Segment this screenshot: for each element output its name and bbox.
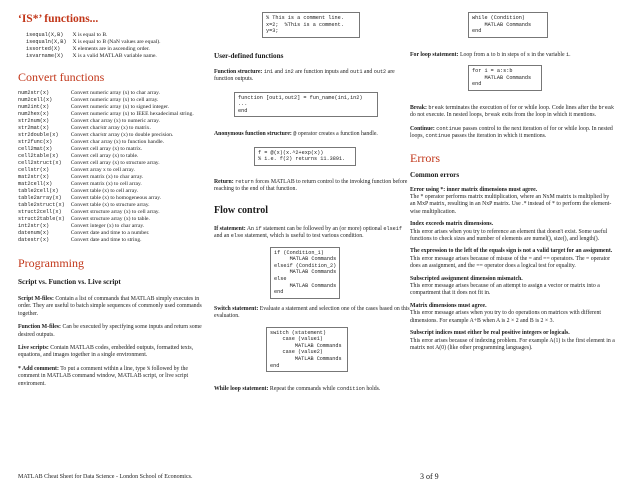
is-function-row-description: X is a valid MATLAB variable name.: [72, 53, 157, 59]
is-function-row: [26, 39, 161, 46]
continue-label: Continue:: [410, 125, 435, 132]
break-text-b: do not execute. In nested loops,: [410, 112, 484, 119]
convert-function-row-description: Convert cell array (x) to table.: [70, 153, 139, 159]
convert-function-row-function: str2func(x): [18, 139, 53, 145]
function-mfiles-text: Can be executed by specifying some inputs and return some desired outputs.: [18, 324, 202, 338]
error-4-title: Subscripted assignment dimension mismatch.: [410, 275, 523, 282]
while-statement-paragraph: [214, 386, 410, 393]
convert-function-row-description: Convert integer (x) to char array.: [70, 223, 145, 229]
convert-function-row-description: Convert date and time to string.: [70, 237, 142, 243]
error-1-title: Error using *: inner matrix dimensions must agree.: [410, 186, 538, 193]
comment-code-box: % This is a comment line. x=2; %This is a comment. y=3;: [262, 12, 360, 38]
convert-function-row-description: Convert matrix (x) to cell array.: [70, 181, 142, 187]
else-code: else: [230, 233, 244, 240]
error-block-5: [410, 303, 616, 325]
convert-function-row-function: datestr(x): [18, 237, 50, 243]
convert-function-row: [18, 174, 194, 181]
convert-function-row-function: struct2table(x): [18, 216, 65, 222]
convert-function-row-function: mat2cell(x): [18, 181, 53, 187]
convert-function-row-description: Convert cell array (x) to structure array.: [70, 160, 160, 166]
if-text-c: and an: [214, 233, 230, 240]
error-block-4: [410, 276, 616, 298]
convert-functions-table: [18, 90, 194, 244]
anonymous-function-label: Anonymous function structure:: [214, 131, 292, 138]
return-text: forces MATLAB to return control to the invoking function before reaching to the end of that function.: [214, 178, 408, 193]
is-function-row: [26, 53, 161, 60]
is-functions-table: [26, 32, 161, 60]
error-4-text: This error message arises because of an attempt to assign a vector or matrix into a compartment that it does not fit in.: [410, 283, 600, 297]
live-scripts-text: Contain MATLAB codes, embedded outputs, formatted texts, equations, and images together in a single environment.: [18, 345, 194, 359]
convert-function-row: [18, 216, 194, 223]
convert-function-row: [18, 118, 194, 125]
convert-function-row: [18, 139, 194, 146]
error-5-title: Matrix dimensions must agree.: [410, 302, 487, 309]
convert-function-row: [18, 132, 194, 139]
convert-function-row: [18, 209, 194, 216]
error-1-text: The * operator performs matrix multiplication, where an NxM matrix is multiplied by an MxP matrix, resulting in an NxP matrix. Use .* instead of * to perform the element-wise multiplication.: [410, 194, 612, 215]
convert-function-row: [18, 125, 194, 132]
convert-function-row: [18, 90, 194, 97]
convert-function-row-function: cell2struct(x): [18, 160, 62, 166]
convert-function-row-description: Convert char array (x) to function handle.: [70, 139, 165, 145]
is-function-row-function: isequaln(X,B): [26, 39, 67, 45]
in2-code: in2: [284, 68, 294, 75]
if-code-box: if (Condition_1) MATLAB Commands elseif (Condition_2) MATLAB Commands else MATLAB Commands end: [270, 247, 340, 299]
break-code: break: [428, 104, 444, 111]
convert-function-row-description: Convert char/str array (x) to matrix.: [70, 125, 151, 131]
convert-function-row-description: Convert date and time to a number.: [70, 230, 150, 236]
column-1: [18, 10, 210, 388]
if-text-a: An: [246, 225, 254, 232]
error-2-text: This error arises when you try to reference an element that doesn't exist. Some useful functions to check sizes and number of elements are numel(), size(), and length().: [410, 228, 608, 243]
break-text-a: terminates the execution of for or while loop. Code lines after the: [445, 104, 598, 111]
page-number: 3 of 9: [420, 472, 439, 481]
in1-code: in1: [263, 68, 274, 75]
add-comment-label: * Add comment:: [18, 365, 59, 372]
script-mfiles-label: Script M-files:: [18, 296, 54, 302]
and-text-1: and: [274, 68, 283, 75]
while-statement-text-b: holds.: [366, 386, 381, 393]
for-text-a: Loop from: [459, 51, 485, 58]
common-errors-subheading: Common errors: [410, 170, 460, 179]
error-3-text: This error message arises because of misuse of the = and == operators. The = operator does an assignment, and the == operator does a logical test for equality.: [410, 255, 611, 270]
live-scripts-paragraph: [18, 345, 210, 360]
user-defined-functions-heading: User-defined functions: [214, 51, 284, 60]
script-vs-function-subheading: Script vs. Function vs. Live script: [18, 278, 121, 286]
convert-function-row: [18, 111, 194, 118]
convert-function-row: [18, 237, 194, 244]
function-structure-label: Function structure:: [214, 68, 263, 75]
if-statement-paragraph: [214, 226, 410, 241]
anonymous-function-text: operator creates a function handle.: [297, 131, 378, 138]
condition-code: condition: [336, 386, 365, 393]
convert-function-row-description: Convert numeric array (x) to IEEE hexadecimal string.: [70, 111, 194, 117]
while-code-box: while (Condition) MATLAB Commands end: [468, 12, 548, 38]
elseif-code: elseif: [383, 225, 403, 232]
convert-function-row: [18, 223, 194, 230]
flow-control-heading: Flow control: [214, 204, 268, 216]
convert-function-row-function: mat2str(x): [18, 174, 50, 180]
for-s-code: s: [526, 51, 530, 58]
column-2: [214, 10, 410, 394]
switch-code-box: switch (statement) case (value1) MATLAB Commands case (value2) MATLAB Commands end: [266, 327, 348, 373]
error-3-title: The expression to the left of the equals sign is not a valid target for an assignment.: [410, 248, 613, 255]
convert-function-row-function: cellstr(x): [18, 167, 50, 173]
convert-function-row-function: cell2mat(x): [18, 146, 53, 152]
convert-function-row-function: datenum(x): [18, 230, 50, 236]
for-b-code: b: [496, 51, 501, 58]
return-paragraph: [214, 179, 410, 194]
anonymous-function-code-box: f = @(x)(x.^2+exp(x)) % i.e. f(2) returns 11.3891.: [254, 147, 356, 166]
return-code: return: [235, 178, 254, 185]
footer-caption: MATLAB Cheat Sheet for Data Science - London School of Economics.: [18, 474, 193, 480]
convert-function-row-description: Convert structure array (x) to table.: [70, 216, 150, 222]
convert-function-row-description: Convert matrix (x) to char array.: [70, 174, 144, 180]
convert-function-row: [18, 97, 194, 104]
convert-function-row: [18, 104, 194, 111]
for-a-code: a: [486, 51, 490, 58]
script-mfiles-text: Contain a list of commands that MATLAB simply executes in order. They are useful to batch simple sequences of commonly used commands together.: [18, 296, 202, 317]
convert-function-row-function: num2cell(x): [18, 97, 53, 103]
break-text-c: exits from the loop in which it mentions.: [501, 112, 597, 119]
continue-code: continue: [436, 125, 462, 132]
convert-function-row-function: cell2table(x): [18, 153, 59, 159]
convert-functions-heading: Convert functions: [18, 70, 105, 84]
fn-outputs-text: are function outputs.: [214, 68, 395, 83]
is-function-row: [26, 32, 161, 39]
function-code-box: function [out1,out2] = fun_name(in1,in2) ... end: [234, 92, 378, 118]
convert-function-row-description: Convert numeric array (x) to char array.: [70, 90, 160, 96]
is-function-row-function: issorted(X): [26, 46, 61, 52]
is-function-row-function: isequal(X,B): [26, 32, 64, 38]
if-statement-label: If statement:: [214, 225, 246, 232]
convert-function-row-function: num2int(x): [18, 104, 50, 110]
is-functions-heading: ‘IS*’ functions...: [18, 13, 99, 25]
error-block-3: [410, 248, 616, 270]
convert-function-row: [18, 153, 194, 160]
is-function-row: [26, 46, 161, 53]
for-text-b: to: [490, 51, 496, 58]
convert-function-row-function: num2str(x): [18, 90, 50, 96]
convert-function-row: [18, 202, 194, 209]
continue-code-2: continue: [425, 133, 451, 140]
for-loop-paragraph: For loop statement: Loop from a to b in steps of s in the variable i.: [410, 51, 571, 58]
is-function-row-description: X is equal to B.: [72, 32, 108, 38]
function-structure-paragraph: [214, 69, 410, 84]
continue-text-b: passes the iteration in which it mentions.: [451, 133, 547, 140]
convert-function-row: [18, 160, 194, 167]
convert-function-row: [18, 195, 194, 202]
live-scripts-label: Live scripts:: [18, 345, 49, 352]
convert-function-row-description: Convert cell array (x) to matrix.: [70, 146, 143, 152]
convert-function-row: [18, 167, 194, 174]
continue-paragraph: [410, 126, 616, 141]
convert-function-row-function: int2str(x): [18, 223, 50, 229]
convert-function-row-description: Convert numeric array (x) to signed integer.: [70, 104, 170, 110]
convert-function-row: [18, 188, 194, 195]
error-6-title: Subscript indices must either be real positive integers or logicals.: [410, 330, 570, 337]
column-3: [410, 10, 616, 352]
error-2-title: Index exceeds matrix dimensions.: [410, 221, 494, 228]
convert-function-row-function: num2hex(x): [18, 111, 50, 117]
convert-function-row-function: struct2cell(x): [18, 209, 62, 215]
switch-statement-label: Switch statement:: [214, 305, 259, 312]
at-operator-code: @: [293, 131, 297, 138]
is-function-row-description: X elements are in ascending order.: [72, 46, 150, 52]
while-statement-text: Repeat the commands while: [269, 386, 336, 393]
convert-function-row-description: Convert table (x) to homogeneous array.: [70, 195, 162, 201]
convert-function-row: [18, 181, 194, 188]
break-code-2: break: [598, 104, 615, 111]
fn-inputs-text: are function inputs and: [295, 68, 349, 75]
add-comment-text-a: To put a comment within a line, type: [60, 365, 146, 372]
convert-function-row-description: Convert char array (x) to numeric array.: [70, 118, 160, 124]
error-block-6: [410, 330, 616, 352]
and-text-2: and: [363, 68, 373, 75]
errors-heading: Errors: [410, 150, 440, 165]
add-comment-code: %: [146, 365, 151, 372]
convert-function-row-description: Convert structure array (x) to cell array.: [70, 209, 160, 215]
convert-function-row-description: Convert table (x) to cell array.: [70, 188, 139, 194]
anonymous-function-paragraph: [214, 131, 410, 138]
out1-code: out1: [349, 68, 363, 75]
error-block-2: [410, 221, 616, 243]
for-text-c: in steps of: [501, 51, 526, 58]
function-mfiles-paragraph: [18, 324, 210, 339]
is-function-row-function: isvarname(X): [26, 53, 64, 59]
convert-function-row-description: Convert char/str array (x) to double precision.: [70, 132, 174, 138]
for-text-d: in the variable: [531, 51, 565, 58]
convert-function-row-description: Convert array x to cell array.: [70, 167, 135, 173]
return-label: Return:: [214, 178, 234, 185]
break-code-3: break: [484, 112, 501, 119]
for-i-code: i: [566, 51, 570, 58]
break-paragraph: [410, 105, 616, 120]
continue-text-a: passes control to the next iteration of for or while loop. In nested loops,: [410, 125, 613, 140]
convert-function-row-function: str2num(x): [18, 118, 50, 124]
if-text-b: statement can be followed by an (or more) optional: [263, 225, 382, 232]
convert-function-row-description: Convert numeric array (x) to cell array.: [70, 97, 159, 103]
function-mfiles-label: Function M-files:: [18, 324, 61, 331]
convert-function-row-function: str2double(x): [18, 132, 59, 138]
convert-function-row-function: table2struct(x): [18, 202, 65, 208]
convert-function-row-function: table2array(x): [18, 195, 62, 201]
is-function-row-description: X is equal to B (NaN values are equal).: [72, 39, 161, 45]
convert-function-row-function: table2cell(x): [18, 188, 59, 194]
error-block-1: [410, 187, 616, 217]
convert-function-row-description: Convert table (x) to structure array.: [70, 202, 150, 208]
script-mfiles-paragraph: [18, 296, 210, 318]
add-comment-paragraph: [18, 366, 210, 388]
add-comment-text-b: followed by the comment in MATLAB command window, MATLAB script, or live script enviroment.: [18, 365, 189, 387]
switch-statement-text: Evaluate a statement and selection one of the cases based on this evaluation.: [214, 305, 410, 320]
for-loop-label: For loop statement:: [410, 51, 459, 58]
if-code: if: [255, 225, 262, 232]
break-label: Break:: [410, 104, 427, 111]
programming-heading: Programming: [18, 256, 84, 270]
convert-function-row: [18, 146, 194, 153]
for-code-box: for i = a:s:b MATLAB Commands end: [468, 65, 542, 91]
out2-code: out2: [373, 68, 387, 75]
error-5-text: This error message arises when you try to do operations on matrices with different dimensions. For example A+B when A is 2 × 2 and B is 2 × 3.: [410, 310, 601, 324]
convert-function-row: [18, 230, 194, 237]
switch-statement-paragraph: [214, 306, 410, 321]
convert-function-row-function: str2mat(x): [18, 125, 50, 131]
if-text-d: statement, which is useful to test various condition.: [244, 233, 364, 240]
while-statement-label: While loop statement:: [214, 386, 269, 393]
error-6-text: This error arises because of indexing problem. For example A(1) is the first element in a matrix not A(0) (like other programming languages).: [410, 337, 615, 351]
